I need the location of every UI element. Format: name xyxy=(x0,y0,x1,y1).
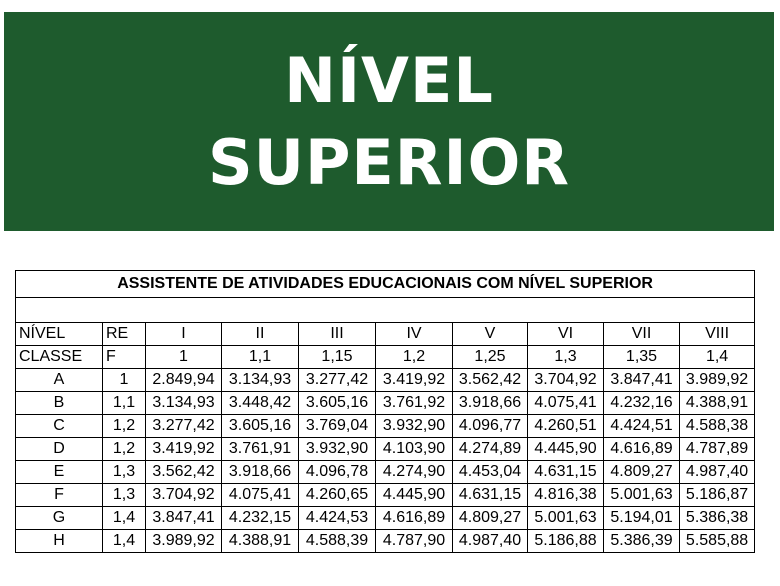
ref-cell: 1,4 xyxy=(103,507,146,530)
header-classe: CLASSE xyxy=(16,346,103,369)
salary-cell: 5.186,87 xyxy=(680,484,755,507)
salary-cell: 4.809,27 xyxy=(604,461,680,484)
level-header: VII xyxy=(604,323,680,346)
salary-cell: 4.631,15 xyxy=(528,461,604,484)
table-row xyxy=(16,415,755,438)
salary-cell: 5.386,38 xyxy=(680,507,755,530)
salary-cell: 4.075,41 xyxy=(222,484,299,507)
salary-cell: 4.232,16 xyxy=(604,392,680,415)
salary-cell: 4.616,89 xyxy=(604,438,680,461)
classe-cell: E xyxy=(16,461,103,484)
ref-cell: 1 xyxy=(103,369,146,392)
ref-cell: 1,2 xyxy=(103,415,146,438)
salary-cell: 4.260,51 xyxy=(528,415,604,438)
salary-cell: 3.761,91 xyxy=(222,438,299,461)
salary-cell: 4.809,27 xyxy=(453,507,528,530)
level-header: I xyxy=(146,323,222,346)
salary-cell: 4.616,89 xyxy=(376,507,453,530)
salary-cell: 3.918,66 xyxy=(453,392,528,415)
salary-cell: 3.277,42 xyxy=(146,415,222,438)
salary-cell: 4.787,90 xyxy=(376,530,453,553)
salary-cell: 3.918,66 xyxy=(222,461,299,484)
salary-cell: 4.274,90 xyxy=(376,461,453,484)
salary-cell: 3.761,92 xyxy=(376,392,453,415)
classe-cell: A xyxy=(16,369,103,392)
factor-header: 1,2 xyxy=(376,346,453,369)
salary-cell: 3.562,42 xyxy=(453,369,528,392)
salary-cell: 4.424,51 xyxy=(604,415,680,438)
salary-cell: 2.849,94 xyxy=(146,369,222,392)
classe-cell: H xyxy=(16,530,103,553)
factor-header: 1,35 xyxy=(604,346,680,369)
salary-cell: 3.419,92 xyxy=(376,369,453,392)
title-banner xyxy=(4,12,774,231)
factor-header: 1 xyxy=(146,346,222,369)
salary-cell: 5.585,88 xyxy=(680,530,755,553)
salary-cell: 3.989,92 xyxy=(680,369,755,392)
ref-cell: 1,1 xyxy=(103,392,146,415)
classe-cell: C xyxy=(16,415,103,438)
level-header: III xyxy=(299,323,376,346)
table-title: ASSISTENTE DE ATIVIDADES EDUCACIONAIS COM NÍVEL SUPERIOR xyxy=(16,271,755,298)
salary-cell: 3.769,04 xyxy=(299,415,376,438)
banner-line-2: SUPERIOR xyxy=(207,125,571,199)
salary-cell: 3.932,90 xyxy=(376,415,453,438)
salary-cell: 4.987,40 xyxy=(453,530,528,553)
table-row xyxy=(16,530,755,553)
ref-cell: 1,2 xyxy=(103,438,146,461)
salary-cell: 5.194,01 xyxy=(604,507,680,530)
salary-cell: 3.277,42 xyxy=(299,369,376,392)
salary-cell: 4.096,77 xyxy=(453,415,528,438)
salary-cell: 4.588,39 xyxy=(299,530,376,553)
salary-cell: 4.631,15 xyxy=(453,484,528,507)
ref-cell: 1,4 xyxy=(103,530,146,553)
salary-cell: 4.274,89 xyxy=(453,438,528,461)
salary-cell: 3.419,92 xyxy=(146,438,222,461)
salary-cell: 5.001,63 xyxy=(528,507,604,530)
classe-cell: D xyxy=(16,438,103,461)
blank-row xyxy=(16,298,755,323)
level-header: V xyxy=(453,323,528,346)
salary-cell: 3.847,41 xyxy=(146,507,222,530)
salary-cell: 3.847,41 xyxy=(604,369,680,392)
salary-cell: 4.075,41 xyxy=(528,392,604,415)
table-row xyxy=(16,507,755,530)
salary-cell: 4.103,90 xyxy=(376,438,453,461)
level-header: VI xyxy=(528,323,604,346)
factor-header: 1,25 xyxy=(453,346,528,369)
salary-cell: 3.989,92 xyxy=(146,530,222,553)
salary-cell: 3.562,42 xyxy=(146,461,222,484)
header-nivel: NÍVEL xyxy=(16,323,103,346)
salary-cell: 4.816,38 xyxy=(528,484,604,507)
header-ref-bottom: F xyxy=(103,346,146,369)
salary-cell: 3.932,90 xyxy=(299,438,376,461)
banner-line-1: NÍVEL xyxy=(284,43,494,117)
salary-cell: 4.388,91 xyxy=(680,392,755,415)
table-row xyxy=(16,438,755,461)
salary-cell: 4.445,90 xyxy=(376,484,453,507)
level-header: IV xyxy=(376,323,453,346)
table-row xyxy=(16,392,755,415)
salary-cell: 4.787,89 xyxy=(680,438,755,461)
salary-cell: 3.448,42 xyxy=(222,392,299,415)
salary-cell: 4.096,78 xyxy=(299,461,376,484)
ref-cell: 1,3 xyxy=(103,461,146,484)
ref-cell: 1,3 xyxy=(103,484,146,507)
table-row xyxy=(16,484,755,507)
salary-cell: 4.260,65 xyxy=(299,484,376,507)
factor-header: 1,15 xyxy=(299,346,376,369)
salary-cell: 3.605,16 xyxy=(299,392,376,415)
salary-cell: 3.704,92 xyxy=(146,484,222,507)
salary-cell: 3.134,93 xyxy=(146,392,222,415)
factor-header: 1,3 xyxy=(528,346,604,369)
table-row xyxy=(16,461,755,484)
salary-cell: 4.424,53 xyxy=(299,507,376,530)
salary-table xyxy=(15,270,755,553)
classe-cell: F xyxy=(16,484,103,507)
salary-cell: 5.186,88 xyxy=(528,530,604,553)
factor-header: 1,4 xyxy=(680,346,755,369)
factor-header: 1,1 xyxy=(222,346,299,369)
salary-cell: 5.386,39 xyxy=(604,530,680,553)
salary-cell: 4.388,91 xyxy=(222,530,299,553)
level-header: II xyxy=(222,323,299,346)
salary-cell: 4.453,04 xyxy=(453,461,528,484)
salary-cell: 4.445,90 xyxy=(528,438,604,461)
salary-cell: 5.001,63 xyxy=(604,484,680,507)
salary-cell: 3.134,93 xyxy=(222,369,299,392)
salary-cell: 3.704,92 xyxy=(528,369,604,392)
salary-cell: 3.605,16 xyxy=(222,415,299,438)
salary-cell: 4.987,40 xyxy=(680,461,755,484)
salary-cell: 4.232,15 xyxy=(222,507,299,530)
header-ref-top: RE xyxy=(103,323,146,346)
classe-cell: G xyxy=(16,507,103,530)
table-row xyxy=(16,369,755,392)
classe-cell: B xyxy=(16,392,103,415)
level-header: VIII xyxy=(680,323,755,346)
salary-cell: 4.588,38 xyxy=(680,415,755,438)
